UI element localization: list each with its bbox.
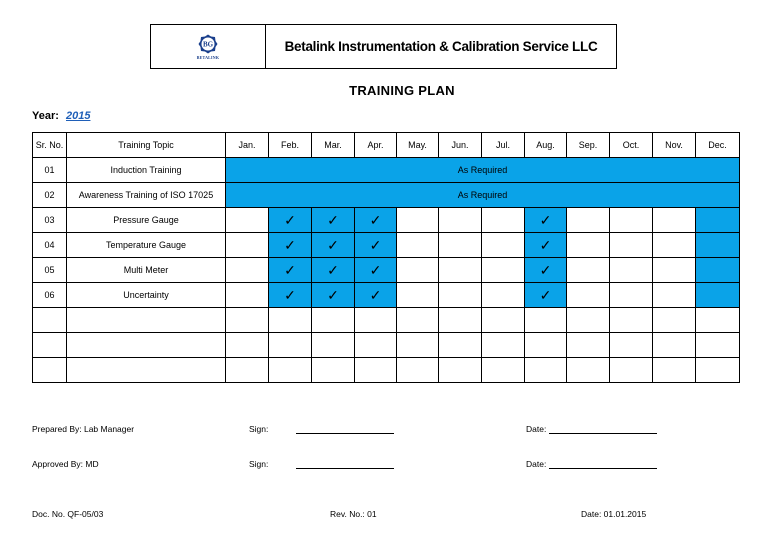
- approved-date-label: Date:: [526, 459, 547, 469]
- month-cell: [269, 308, 312, 333]
- month-cell: [312, 283, 355, 308]
- row-topic: Multi Meter: [67, 258, 226, 283]
- checkmark-icon: ✓: [369, 262, 382, 278]
- month-cell: [610, 258, 653, 283]
- row-sr-number: 05: [33, 258, 67, 283]
- month-cell: [610, 333, 653, 358]
- col-header-topic: Training Topic: [67, 133, 226, 158]
- month-cell: [653, 283, 696, 308]
- logo-glyph: BG: [202, 40, 214, 48]
- col-header-month: Jun.: [439, 133, 482, 158]
- prepared-date-line[interactable]: [549, 433, 657, 434]
- row-sr-number: [33, 308, 67, 333]
- month-cell: [567, 358, 610, 383]
- checkmark-icon: ✓: [539, 237, 552, 253]
- month-cell: [610, 308, 653, 333]
- table-row: [33, 258, 740, 283]
- month-cell: [482, 233, 525, 258]
- month-cell: [439, 283, 482, 308]
- prepared-by: Prepared By: Lab Manager: [32, 424, 135, 434]
- row-topic: Uncertainty: [67, 283, 226, 308]
- row-sr-number: 03: [33, 208, 67, 233]
- month-cell: [525, 208, 567, 233]
- month-cell: [567, 208, 610, 233]
- as-required-cell: As Required: [226, 183, 740, 208]
- checkmark-icon: ✓: [284, 237, 296, 253]
- month-cell: [696, 308, 740, 333]
- document-date: Date: 01.01.2015: [581, 509, 647, 519]
- year-value: 2015: [65, 110, 91, 122]
- month-cell: [567, 333, 610, 358]
- month-cell: [482, 358, 525, 383]
- row-sr-number: 02: [33, 183, 67, 208]
- col-header-month: Apr.: [355, 133, 397, 158]
- month-cell: [653, 258, 696, 283]
- checkmark-icon: ✓: [327, 287, 339, 303]
- month-cell: [482, 333, 525, 358]
- prepared-sign-line[interactable]: [296, 433, 394, 434]
- table-row: [33, 358, 740, 383]
- month-cell: [696, 333, 740, 358]
- row-topic: [67, 308, 226, 333]
- month-cell: [269, 233, 312, 258]
- month-cell: [567, 308, 610, 333]
- month-cell: [610, 208, 653, 233]
- month-cell: [696, 258, 740, 283]
- month-cell: [312, 333, 355, 358]
- month-cell: [653, 358, 696, 383]
- month-cell: [696, 208, 740, 233]
- month-cell: [312, 208, 355, 233]
- approved-sign-label: Sign:: [249, 459, 269, 469]
- approved-sign-line[interactable]: [296, 468, 394, 469]
- col-header-month: Feb.: [269, 133, 312, 158]
- checkmark-icon: ✓: [284, 287, 296, 303]
- checkmark-icon: ✓: [369, 287, 382, 303]
- prepared-sign-label: Sign:: [249, 424, 269, 434]
- as-required-cell: As Required: [226, 158, 740, 183]
- month-cell: [397, 308, 439, 333]
- month-cell: [525, 258, 567, 283]
- month-cell: [567, 283, 610, 308]
- month-cell: [269, 358, 312, 383]
- year-row: [32, 110, 90, 122]
- month-cell: [482, 283, 525, 308]
- row-sr-number: [33, 358, 67, 383]
- month-cell: [355, 308, 397, 333]
- table-row: [33, 308, 740, 333]
- month-cell: [226, 258, 269, 283]
- month-cell: [226, 208, 269, 233]
- month-cell: [226, 308, 269, 333]
- month-cell: [439, 233, 482, 258]
- month-cell: [525, 333, 567, 358]
- col-header-month: Dec.: [696, 133, 740, 158]
- table-row: [33, 158, 740, 183]
- month-cell: [312, 358, 355, 383]
- approved-by: Approved By: MD: [32, 459, 99, 469]
- prepared-date-label: Date:: [526, 424, 547, 434]
- checkmark-icon: ✓: [284, 212, 296, 228]
- month-cell: [439, 308, 482, 333]
- month-cell: [355, 358, 397, 383]
- month-cell: [525, 358, 567, 383]
- table-row: [33, 183, 740, 208]
- month-cell: [567, 258, 610, 283]
- training-plan-table: [32, 132, 740, 383]
- month-cell: [226, 358, 269, 383]
- checkmark-icon: ✓: [369, 212, 382, 228]
- month-cell: [312, 258, 355, 283]
- logo-text: BETALINK: [196, 54, 220, 60]
- logo: [151, 25, 266, 68]
- col-header-month: Oct.: [610, 133, 653, 158]
- month-cell: [610, 233, 653, 258]
- month-cell: [653, 333, 696, 358]
- page-title: TRAINING PLAN: [349, 83, 455, 98]
- col-header-sr: Sr. No.: [33, 133, 67, 158]
- month-cell: [567, 233, 610, 258]
- revision-number: Rev. No.: 01: [330, 509, 377, 519]
- checkmark-icon: ✓: [539, 262, 552, 278]
- month-cell: [696, 283, 740, 308]
- approved-date-line[interactable]: [549, 468, 657, 469]
- header-box: [150, 24, 617, 69]
- table-row: [33, 208, 740, 233]
- month-cell: [355, 258, 397, 283]
- month-cell: [525, 283, 567, 308]
- month-cell: [226, 333, 269, 358]
- month-cell: [226, 283, 269, 308]
- table-header-row: [33, 133, 740, 158]
- month-cell: [610, 358, 653, 383]
- month-cell: [439, 333, 482, 358]
- row-sr-number: 06: [33, 283, 67, 308]
- col-header-month: Nov.: [653, 133, 696, 158]
- month-cell: [397, 358, 439, 383]
- month-cell: [397, 233, 439, 258]
- logo-mark-icon: [198, 34, 218, 54]
- row-sr-number: 01: [33, 158, 67, 183]
- checkmark-icon: ✓: [327, 262, 339, 278]
- month-cell: [355, 233, 397, 258]
- month-cell: [696, 233, 740, 258]
- checkmark-icon: ✓: [539, 212, 552, 228]
- month-cell: [653, 308, 696, 333]
- table-row: [33, 333, 740, 358]
- row-topic: Pressure Gauge: [67, 208, 226, 233]
- checkmark-icon: ✓: [327, 212, 339, 228]
- month-cell: [312, 233, 355, 258]
- month-cell: [653, 233, 696, 258]
- checkmark-icon: ✓: [284, 262, 296, 278]
- month-cell: [355, 333, 397, 358]
- month-cell: [397, 208, 439, 233]
- month-cell: [355, 283, 397, 308]
- month-cell: [439, 208, 482, 233]
- month-cell: [482, 258, 525, 283]
- row-topic: Induction Training: [67, 158, 226, 183]
- year-label: Year:: [32, 110, 59, 122]
- month-cell: [269, 258, 312, 283]
- month-cell: [355, 208, 397, 233]
- checkmark-icon: ✓: [369, 237, 382, 253]
- month-cell: [482, 308, 525, 333]
- col-header-month: Jan.: [226, 133, 269, 158]
- checkmark-icon: ✓: [539, 287, 552, 303]
- doc-number: Doc. No. QF-05/03: [32, 509, 104, 519]
- month-cell: [397, 258, 439, 283]
- col-header-month: Sep.: [567, 133, 610, 158]
- month-cell: [525, 308, 567, 333]
- month-cell: [397, 283, 439, 308]
- month-cell: [439, 358, 482, 383]
- month-cell: [226, 233, 269, 258]
- col-header-month: Aug.: [525, 133, 567, 158]
- month-cell: [525, 233, 567, 258]
- col-header-month: May.: [397, 133, 439, 158]
- col-header-month: Jul.: [482, 133, 525, 158]
- row-sr-number: [33, 333, 67, 358]
- row-topic: Temperature Gauge: [67, 233, 226, 258]
- month-cell: [696, 358, 740, 383]
- table-row: [33, 233, 740, 258]
- row-sr-number: 04: [33, 233, 67, 258]
- company-name: Betalink Instrumentation & Calibration Service LLC: [284, 39, 598, 54]
- month-cell: [269, 333, 312, 358]
- month-cell: [397, 333, 439, 358]
- table-row: [33, 283, 740, 308]
- row-topic: Awareness Training of ISO 17025: [67, 183, 226, 208]
- col-header-month: Mar.: [312, 133, 355, 158]
- month-cell: [439, 258, 482, 283]
- month-cell: [482, 208, 525, 233]
- month-cell: [653, 208, 696, 233]
- month-cell: [269, 208, 312, 233]
- row-topic: [67, 333, 226, 358]
- month-cell: [269, 283, 312, 308]
- checkmark-icon: ✓: [327, 237, 339, 253]
- month-cell: [312, 308, 355, 333]
- month-cell: [610, 283, 653, 308]
- row-topic: [67, 358, 226, 383]
